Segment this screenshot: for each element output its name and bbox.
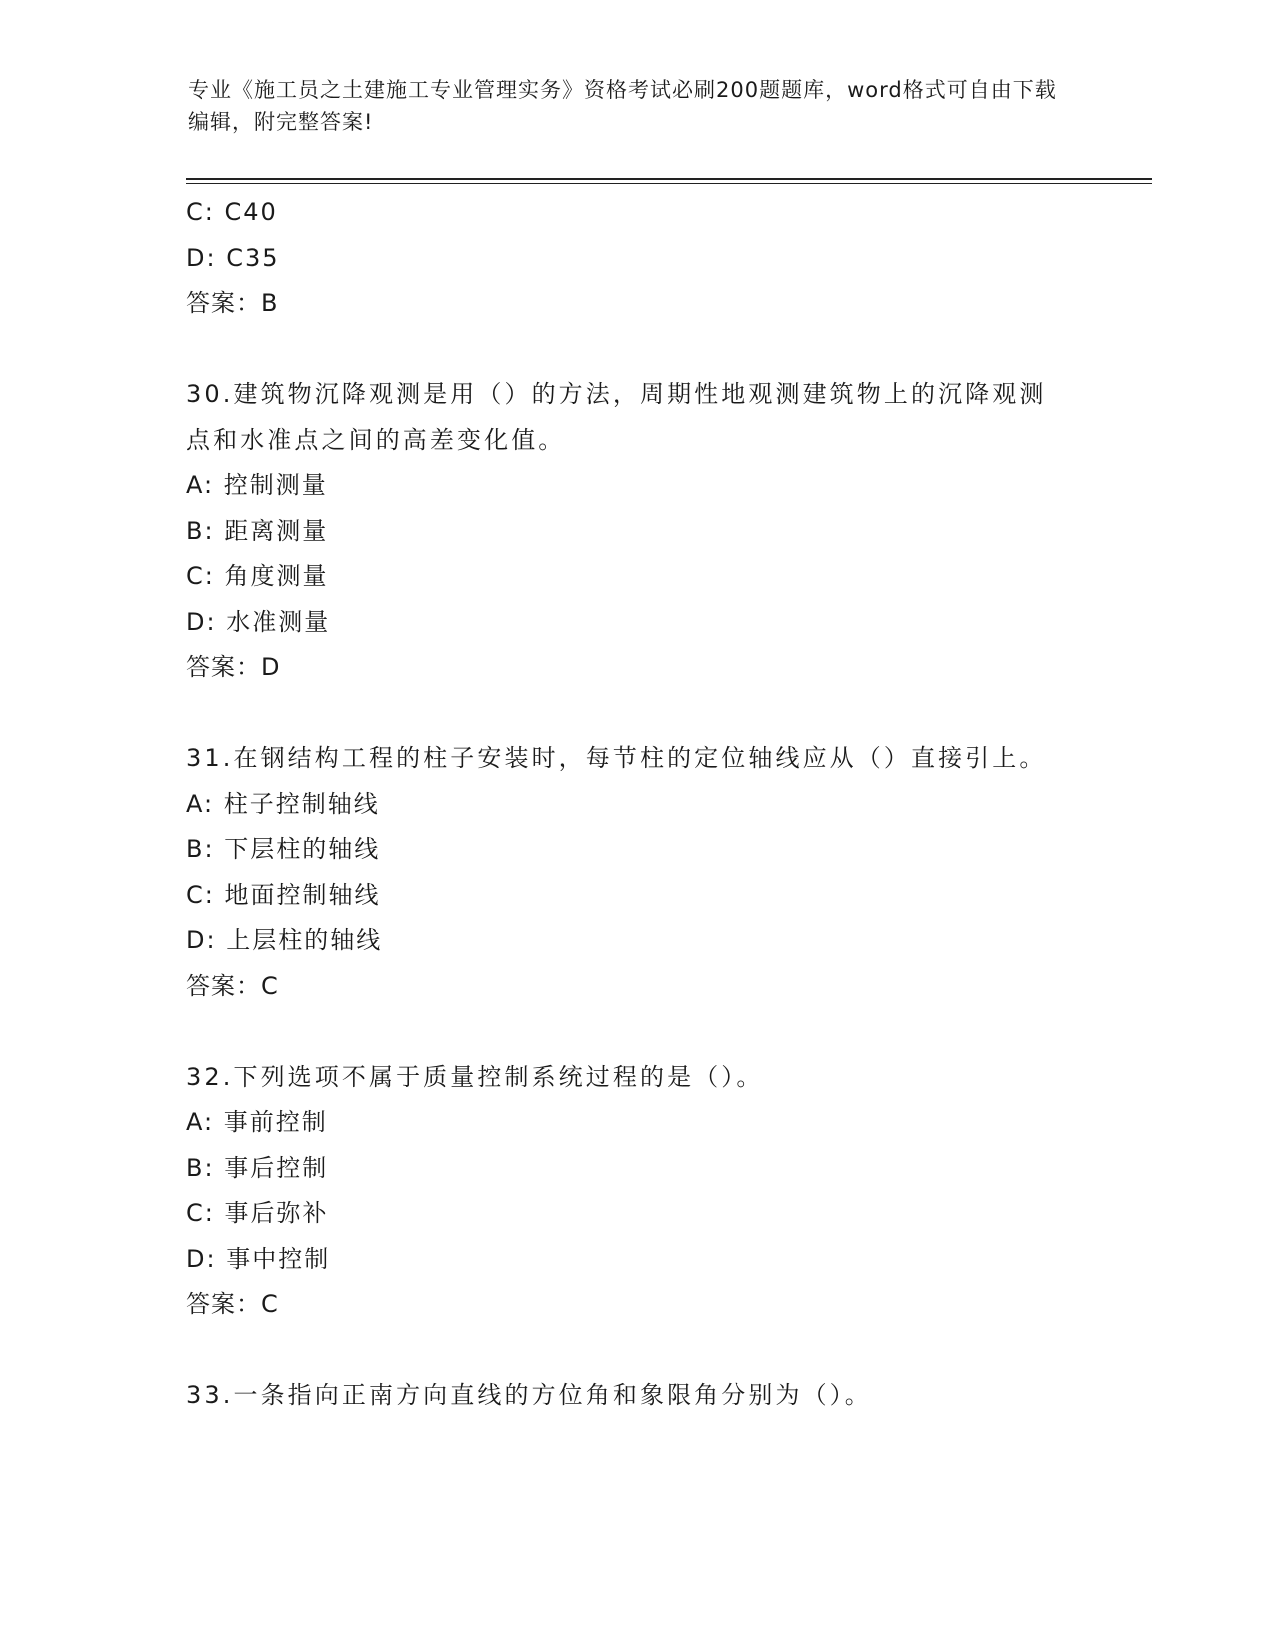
option-label: B: (186, 835, 215, 863)
option-text: 下层柱的轴线 (224, 835, 381, 863)
option-label: C: (186, 1199, 215, 1227)
option-text: C40 (224, 198, 278, 226)
option-label: D: (186, 1244, 217, 1273)
question-list (186, 190, 1086, 1419)
option-text: 柱子控制轴线 (223, 789, 380, 818)
answer-line: 答案：C (186, 971, 279, 1000)
answer-line: 答案：B (186, 289, 279, 317)
option-d (186, 236, 1086, 282)
option-a (186, 782, 1086, 828)
option-label: D: (186, 607, 217, 636)
option-text: 控制测量 (223, 471, 328, 499)
question-stem: 31.在钢结构工程的柱子安装时，每节柱的定位轴线应从（）直接引上。 (186, 744, 1047, 772)
question-stem: 33.一条指向正南方向直线的方位角和象限角分别为（）。 (186, 1381, 872, 1409)
option-d (186, 918, 1086, 964)
spacer (186, 1009, 1086, 1055)
question-stem: 32.下列选项不属于质量控制系统过程的是（）。 (186, 1062, 764, 1091)
option-a (186, 463, 1086, 509)
option-label: D: (186, 926, 217, 954)
answer-line: 答案：D (186, 653, 281, 681)
prev-question (186, 190, 1086, 327)
option-c (186, 190, 1086, 236)
option-text: 事中控制 (226, 1244, 331, 1273)
option-label: A: (186, 471, 215, 499)
question-30 (186, 372, 1086, 691)
header-divider-thin (186, 183, 1152, 184)
question-32 (186, 1055, 1086, 1328)
option-text: 地面控制轴线 (224, 880, 381, 909)
option-label: C: (186, 880, 215, 909)
option-label: C: (186, 198, 215, 226)
option-label: D: (186, 243, 217, 272)
option-c (186, 1191, 1086, 1237)
option-text: 水准测量 (226, 607, 331, 636)
question-stem: 30.建筑物沉降观测是用（）的方法，周期性地观测建筑物上的沉降观测点和水准点之间的高差变化值。 (186, 380, 1047, 454)
option-b (186, 509, 1086, 555)
option-text: 角度测量 (224, 562, 329, 590)
option-b (186, 827, 1086, 873)
option-label: C: (186, 562, 215, 590)
option-text: 事后弥补 (224, 1199, 329, 1227)
option-c (186, 873, 1086, 919)
option-text: C35 (226, 243, 280, 272)
option-d (186, 1237, 1086, 1283)
option-text: 事前控制 (223, 1108, 328, 1136)
option-label: B: (186, 516, 215, 545)
option-text: 事后控制 (224, 1153, 329, 1182)
option-text: 距离测量 (224, 516, 329, 545)
option-label: B: (186, 1153, 215, 1182)
option-label: A: (186, 789, 215, 818)
page-header (188, 74, 1068, 138)
header-title: 专业《施工员之土建施工专业管理实务》资格考试必刷200题题库，word格式可自由下载编辑，附完整答案! (188, 78, 1057, 134)
option-b (186, 1146, 1086, 1192)
spacer (186, 691, 1086, 737)
header-divider-thick (186, 178, 1152, 180)
option-text: 上层柱的轴线 (226, 926, 383, 954)
option-a (186, 1100, 1086, 1146)
question-31 (186, 736, 1086, 1009)
question-33 (186, 1373, 1086, 1419)
option-label: A: (186, 1108, 215, 1136)
option-c (186, 554, 1086, 600)
option-d (186, 600, 1086, 646)
spacer (186, 1328, 1086, 1374)
answer-line: 答案：C (186, 1290, 279, 1318)
spacer (186, 327, 1086, 373)
